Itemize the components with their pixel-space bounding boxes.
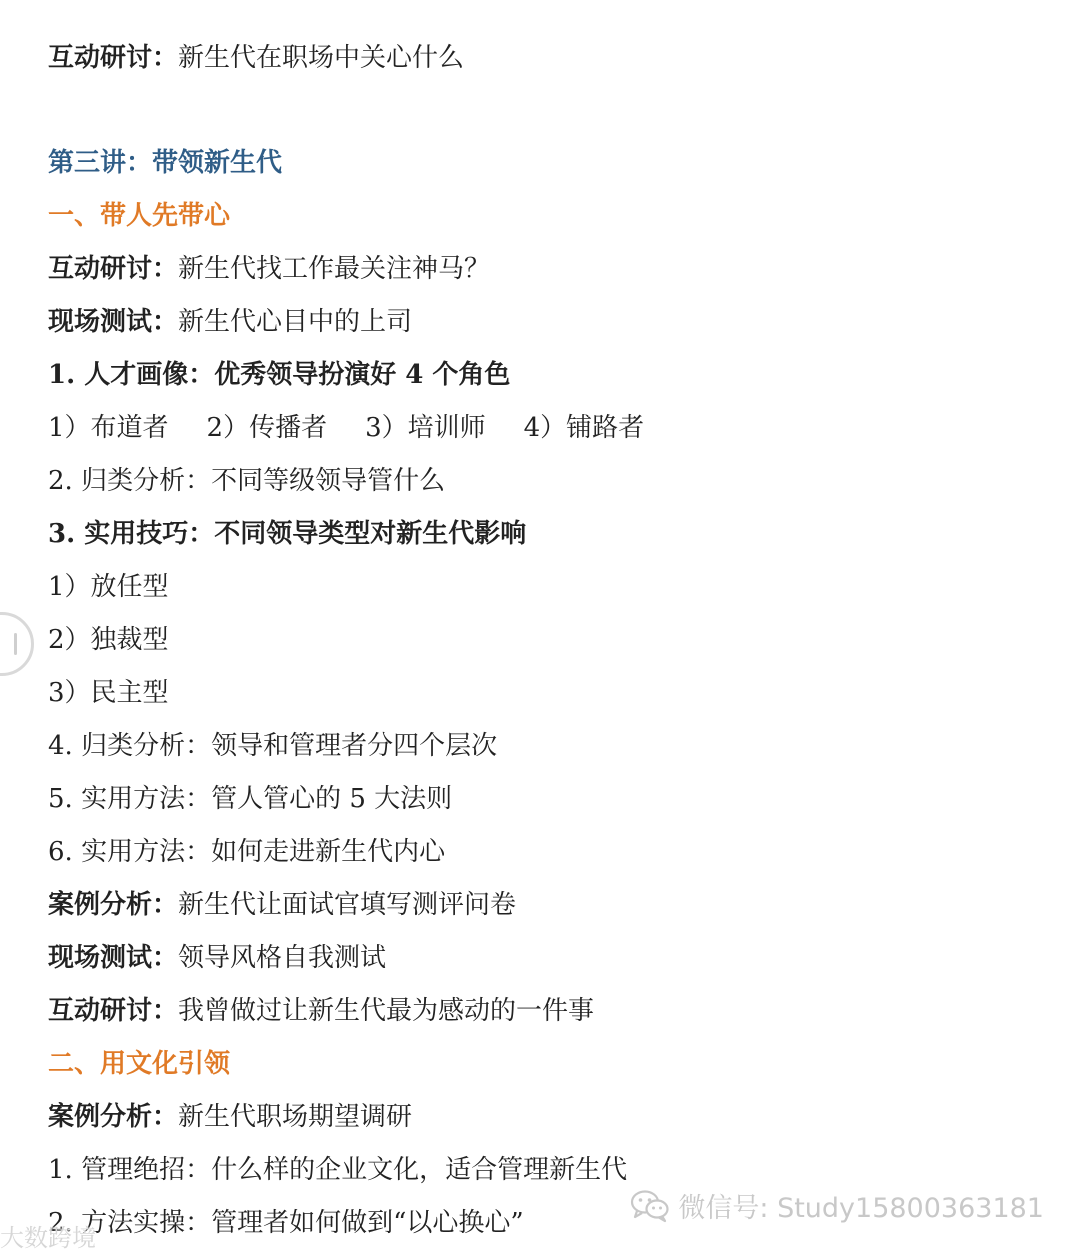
line-text: 领导风格自我测试 (178, 943, 387, 973)
wechat-watermark (630, 1186, 1044, 1225)
line-label: 现场测试： (48, 307, 179, 337)
line-text: 新生代在职场中关心什么 (178, 43, 465, 73)
role-item: 1）布道者 (48, 413, 169, 443)
line-interactive-discussion-3 (48, 994, 594, 1028)
line-label: 案例分析： (48, 890, 179, 920)
leadership-type-1: 1）放任型 (48, 572, 169, 602)
leadership-type-3: 3）民主型 (48, 678, 169, 708)
line-label: 互动研讨： (48, 996, 179, 1026)
point-3-practical-skills: 3. 实用技巧：不同领导类型对新生代影响 (48, 519, 527, 549)
line-text: 新生代职场期望调研 (178, 1102, 413, 1132)
leadership-type-2: 2）独裁型 (48, 625, 169, 655)
line-text: 新生代让面试官填写测评问卷 (178, 890, 517, 920)
role-list (48, 411, 644, 445)
logo-watermark: 大数跨境 (0, 1224, 96, 1252)
role-item: 3）培训师 (365, 413, 486, 443)
line-interactive-discussion-2 (48, 252, 490, 286)
section-heading-2: 二、用文化引领 (48, 1049, 231, 1079)
line-label: 互动研讨： (48, 254, 179, 284)
line-case-analysis-2 (48, 1100, 412, 1134)
culture-point-2: 2. 方法实操：管理者如何做到“以心换心” (48, 1208, 524, 1238)
side-pull-tab[interactable] (0, 612, 34, 676)
line-text: 新生代找工作最关注神马？ (178, 254, 491, 284)
line-case-analysis-1 (48, 888, 516, 922)
point-5-practical-method: 5. 实用方法：管人管心的 5 大法则 (48, 784, 453, 814)
line-label: 案例分析： (48, 1102, 179, 1132)
point-4-classification: 4. 归类分析：领导和管理者分四个层次 (48, 731, 498, 761)
role-item: 4）铺路者 (523, 413, 645, 443)
role-item: 2）传播者 (206, 413, 328, 443)
wechat-icon (630, 1189, 670, 1223)
point-6-practical-method: 6. 实用方法：如何走进新生代内心 (48, 837, 446, 867)
line-interactive-discussion-1 (48, 41, 464, 75)
line-field-test-1 (48, 305, 412, 339)
point-1-talent-portrait: 1. 人才画像：优秀领导扮演好 4 个角色 (48, 360, 511, 390)
culture-point-1: 1. 管理绝招：什么样的企业文化，适合管理新生代 (48, 1155, 628, 1185)
lecture-heading: 第三讲：带领新生代 (48, 148, 283, 178)
line-text: 新生代心目中的上司 (178, 307, 413, 337)
watermark-text: 微信号: Study15800363181 (678, 1193, 1044, 1224)
line-label: 互动研讨： (48, 43, 179, 73)
line-field-test-2 (48, 941, 386, 975)
line-text: 我曾做过让新生代最为感动的一件事 (178, 996, 595, 1026)
point-2-classification: 2. 归类分析：不同等级领导管什么 (48, 466, 446, 496)
section-heading-1: 一、带人先带心 (48, 201, 231, 231)
line-label: 现场测试： (48, 943, 179, 973)
